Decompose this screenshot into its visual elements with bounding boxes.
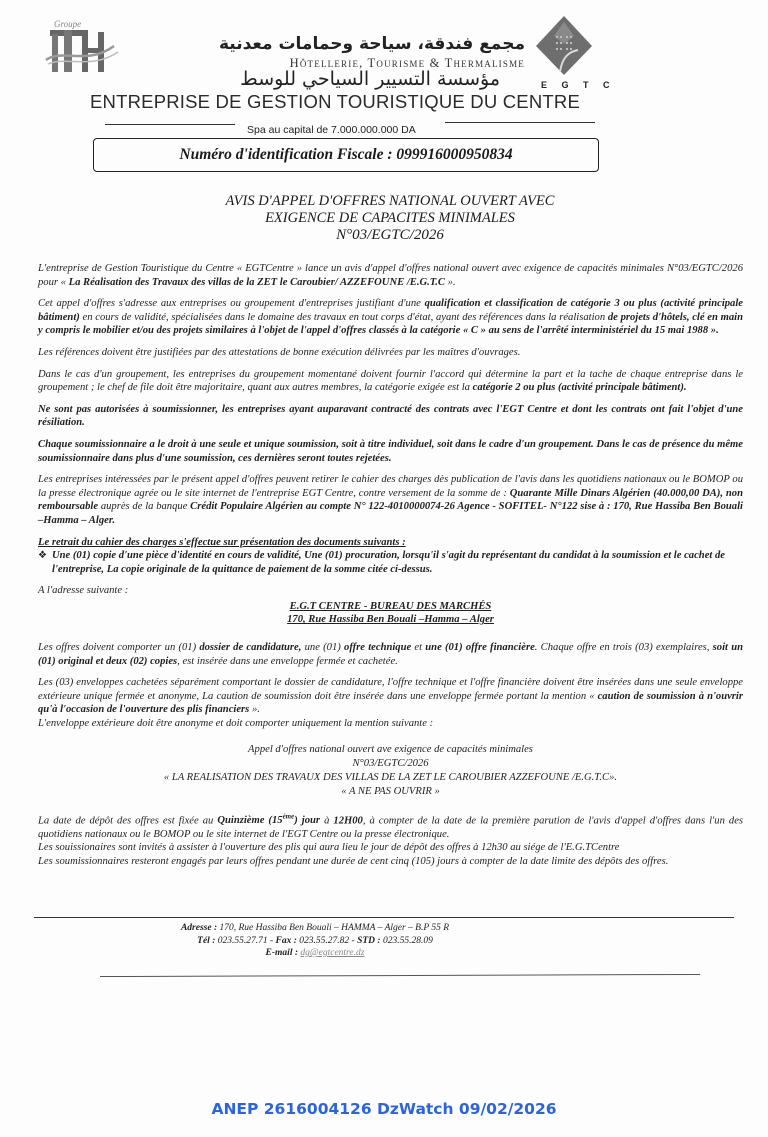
label: Fax : xyxy=(275,935,297,946)
required-qualification: qualification et classification de catégorie 3 ou plus (activité principale bâtiment) xyxy=(38,298,743,323)
paragraph-groupement xyxy=(38,368,743,395)
value: 023.55.27.82 - xyxy=(296,935,358,946)
notice-body xyxy=(38,262,743,877)
submission-address xyxy=(38,600,743,627)
required-documents: Une (01) copie d'une pièce d'identité en cours de validité, Une (01) procuration, lorsqu'il s'agit du représentant du candidat à la soumission et le cachet de l'entreprise, La copie originale de la quittance de paiement de la somme citée ci-dessus. xyxy=(52,550,725,575)
value: 170, Rue Hassiba Ben Bouali – HAMMA – Alger – B.P 55 R xyxy=(217,923,450,933)
label: Adresse : xyxy=(180,923,218,933)
exclusion-text: Ne sont pas autorisées à soumissionner, les entreprises ayant auparavant contracté des contrats avec l'EGT Centre et dont les contrats ont fait l'objet d'une résiliation. xyxy=(38,403,743,429)
publication-watermark: ANEP 2616004126 DzWatch 09/02/2026 xyxy=(211,1100,557,1118)
text: , à compter de la date de la première parution de l'avis d'appel d'offres dans l'un des quotidiens nationaux ou le BOMOP ou le site internet de l'EGT Centre ou la presse électronique. xyxy=(38,815,744,840)
mention-line-4: « A NE PAS OUVRIR » xyxy=(341,785,440,797)
text: ». xyxy=(249,704,260,716)
footer-phones xyxy=(150,935,480,948)
divider xyxy=(105,124,235,125)
text: Les (03) enveloppes cachetées séparément comportant le dossier de candidature, l'offre technique et l'offre financière doivent être insérées dans une seule enveloppe extérieure unique fermée et anonyme, La caution de soumission doit être insérée dans une enveloppe fermée portant la mention « xyxy=(38,677,743,702)
egtc-logo-letters: E G T C xyxy=(541,80,616,90)
text-bold: caution de soumission à n'ouvrir qu'à l'occasion de l'ouverture des plis financiers xyxy=(38,690,743,716)
required-references: de projets d'hôtels, clé en main y compris le mobilier et/ou des projets similaires à l'objet de l'appel d'offres classés à la catégorie « C » au sens de l'arrêté interministériel du 15 mai 1988 ». xyxy=(38,311,743,337)
text: La date de dépôt des offres est fixée au xyxy=(38,815,218,827)
title-line-1: AVIS D'APPEL D'OFFRES NATIONAL OUVERT AVEC xyxy=(225,193,555,209)
paragraph-offer-content xyxy=(38,641,743,668)
tender-number: N°03/EGTC/2026 xyxy=(336,227,444,243)
footer-contact xyxy=(150,922,480,960)
paragraph-withdrawal-fee xyxy=(38,473,743,527)
withdrawal-heading xyxy=(38,536,743,550)
text: Les entreprises intéressées par le présent appel d'offres peuvent retirer le cahier des charges dès publication de l'avis dans les quotidiens nationaux ou le BOMOP ou la presse électronique agrée ou le site internet de l'entreprise EGT Centre, contre versement de la somme de : xyxy=(38,474,743,499)
mention-line-3: « LA REALISATION DES TRAVAUX DES VILLAS DE LA ZET LE CAROUBIER AZZEFOUNE /E.G.T.C». xyxy=(163,771,618,783)
deadline-day: Quinzième (15 xyxy=(217,815,283,827)
address-intro: A l'adresse suivante : xyxy=(38,585,129,597)
value: 023.55.28.09 xyxy=(380,935,433,946)
email-link[interactable]: dg@egtcentre.dz xyxy=(300,948,365,958)
project-name: La Réalisation des Travaux des villas de la ZET le Caroubier/ AZZEFOUNE /E.G.T.C xyxy=(68,276,445,288)
deadline-time: 12H00 xyxy=(333,815,363,827)
superscript: ème xyxy=(282,812,295,821)
mention-line-2: N°03/EGTC/2026 xyxy=(352,757,429,769)
text: et xyxy=(411,642,426,654)
paragraph-deadline xyxy=(38,811,743,869)
text: Les offres doivent comporter un (01) xyxy=(38,642,200,654)
text-bold: offre technique xyxy=(344,642,412,654)
list-item xyxy=(38,549,743,576)
diamond-bullet-icon: ❖ xyxy=(38,550,47,562)
bank-account: Crédit Populaire Algérien au compte N° 122-4010000074-26 Agence - SOFITEL- N°122 sise à : 170, Rue Hassiba Ben Bouali –Hamma – Alger. xyxy=(38,501,743,526)
label: Tél : xyxy=(197,935,216,946)
arabic-company-name: مؤسسة التسيير السياحي للوسط xyxy=(240,68,500,90)
validity-info: Les soumissionnaires resteront engagés par leurs offres pendant une durée de cent cinq (105) jours à compter de la date limite des dépôts des offres. xyxy=(38,855,669,867)
paragraph-eligibility xyxy=(38,297,743,338)
title-line-2: EXIGENCE DE CAPACITES MINIMALES xyxy=(265,210,515,226)
text-bold: une (01) offre financière xyxy=(425,642,535,654)
share-capital: Spa au capital de 7.000.000.000 DA xyxy=(247,124,416,136)
text: en cours de validité, spécialisées dans le domaine des travaux en tout corps d'état, ayant des références dans la réalisation xyxy=(79,311,608,323)
iti-group-logo xyxy=(42,18,122,74)
fee-amount: Quarante Mille Dinars Algérien (40.000,00 DA), non remboursable xyxy=(38,487,743,513)
text: à xyxy=(320,815,334,827)
address-line-1: E.G.T CENTRE - BUREAU DES MARCHÉS xyxy=(289,600,492,612)
company-name: ENTREPRISE DE GESTION TOURISTIQUE DU CENTRE xyxy=(90,91,581,112)
text: L'enveloppe extérieure doit être anonyme et doit comporter uniquement la mention suivante : xyxy=(38,718,434,730)
notice-title xyxy=(80,193,700,244)
address-line-2: 170, Rue Hassiba Ben Bouali –Hamma – Alger xyxy=(287,614,494,626)
tax-id: Numéro d'identification Fiscale : 099916000950834 xyxy=(179,146,513,163)
text: L'entreprise de Gestion Touristique du Centre « EGTCentre » lance un avis d'appel d'offres national ouvert avec exigence de capacités minimales N°03/EGTC/2026 pour « xyxy=(38,263,743,288)
envelope-mention xyxy=(38,743,743,799)
egtc-logo xyxy=(534,14,594,76)
text: ». xyxy=(445,276,456,288)
single-bid-text: Chaque soumissionnaire a le droit à une seule et unique soumission, soit à titre individuel, soit dans le cadre d'un groupement. Dans le cas de présence du même soumissionnaire dans plus d'une soumission, ces dernières seront toutes rejetées. xyxy=(38,438,743,464)
tax-id-box xyxy=(93,138,599,172)
opening-info: Les souissionaires sont invités à assister à l'ouverture des plis qui aura lieu le jour de dépôt des offres à 12h30 au siége de l'E.G.TCentre xyxy=(38,842,620,854)
text: Dans le cas d'un groupement, les entreprises du groupement momentané doivent fournir l'accord qui détermine la part et la tache de chaque entreprise dans le groupement ; le chef de file doit être majoritaire, quant aux autres membres, la catégorie exigée est la xyxy=(38,368,743,394)
svg-text:Groupe: Groupe xyxy=(54,19,82,29)
footer-email xyxy=(150,947,480,960)
text: une (01) xyxy=(301,642,345,654)
label: E-mail : xyxy=(265,948,299,958)
text: . Chaque offre en trois (03) exemplaires, xyxy=(534,642,713,654)
footer-address xyxy=(150,922,480,935)
footer-divider xyxy=(34,917,734,918)
paragraph-exclusion xyxy=(38,403,743,430)
value: 023.55.27.71 - xyxy=(215,935,276,946)
paragraph-single-bid xyxy=(38,438,743,465)
mention-line-1: Appel d'offres national ouvert ave exigence de capacités minimales xyxy=(248,743,533,755)
paragraph-intro xyxy=(38,262,743,289)
text: , est insérée dans une enveloppe fermée et cachetée. xyxy=(177,655,398,667)
text-bold: dossier de candidature, xyxy=(199,642,302,654)
divider xyxy=(445,122,595,123)
text: auprès de la banque xyxy=(98,501,191,513)
arabic-group-name: مجمع فندقة، سياحة وحمامات معدنية xyxy=(218,34,525,54)
member-category: catégorie 2 ou plus (activité principale bâtiment). xyxy=(472,382,687,394)
heading-text: Le retrait du cahier des charges s'effectue sur présentation des documents suivants : xyxy=(38,536,406,548)
text-bold: ) jour xyxy=(294,815,321,827)
footer-divider xyxy=(100,974,700,977)
group-name-french: Hôtellerie, Tourisme & Thermalisme xyxy=(289,56,525,70)
capital-row xyxy=(105,120,595,134)
paragraph-envelopes xyxy=(38,676,743,730)
text: Cet appel d'offres s'adresse aux entreprises ou groupement d'entreprises justifiant d'une xyxy=(38,298,425,310)
text-bold: soit un (01) original et deux (02) copies xyxy=(38,642,743,667)
paragraph-references: Les références doivent être justifiées par des attestations de bonne exécution délivrées par les maîtres d'ouvrages. xyxy=(38,346,521,358)
label: STD : xyxy=(357,935,381,946)
